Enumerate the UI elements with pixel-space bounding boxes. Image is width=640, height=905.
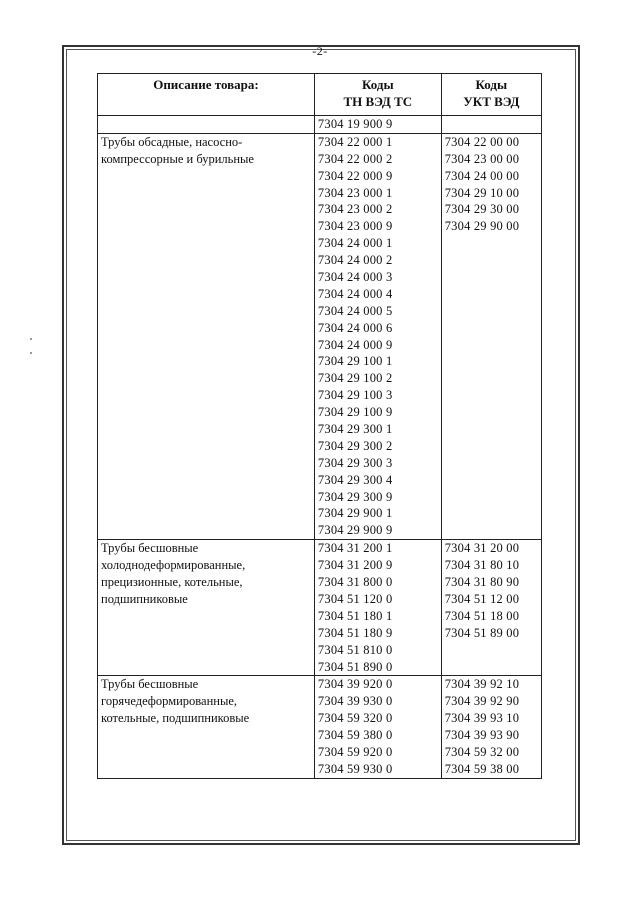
code-value: 7304 59 38 00: [444, 761, 520, 776]
code-value: 7304 22 000 2: [317, 151, 393, 166]
code-value: 7304 39 92 90: [444, 694, 520, 709]
code-value: 7304 29 100 3: [317, 388, 393, 403]
code-value: 7304 51 89 00: [444, 625, 520, 640]
code-value: 7304 51 810 0: [317, 642, 393, 657]
page-number: -2-: [312, 44, 328, 58]
code-value: 7304 59 380 0: [317, 728, 393, 743]
code-value: 7304 39 93 90: [444, 728, 520, 743]
description-line: холоднодеформированные,: [101, 558, 246, 573]
code-value: 7304 39 92 10: [444, 677, 520, 692]
header-description: Описание товара:: [98, 74, 315, 116]
code-value: 7304 24 000 9: [317, 337, 393, 352]
code-value: 7304 51 18 00: [444, 608, 520, 623]
description-line: Трубы бесшовные: [101, 541, 199, 556]
code-value: 7304 51 120 0: [317, 591, 393, 606]
code-value: 7304 29 100 2: [317, 371, 393, 386]
scan-speck: [30, 352, 32, 354]
code-value: 7304 24 00 00: [444, 168, 520, 183]
code-value: 7304 19 900 9: [317, 117, 393, 131]
code-value: 7304 29 300 1: [317, 422, 393, 437]
code-value: 7304 24 000 3: [317, 270, 393, 285]
code-value: 7304 24 000 1: [317, 236, 393, 251]
code-value: 7304 22 00 00: [444, 134, 520, 149]
code-value: 7304 23 000 9: [317, 219, 393, 234]
code-value: 7304 29 900 1: [317, 506, 393, 521]
code-value: 7304 29 30 00: [444, 202, 520, 217]
code-value: 7304 39 93 10: [444, 711, 520, 726]
code-value: 7304 31 800 0: [317, 575, 393, 590]
code-value: 7304 24 000 4: [317, 286, 393, 301]
description-line: подшипниковые: [101, 591, 188, 606]
table-header-row: [98, 74, 542, 116]
code-value: 7304 23 00 00: [444, 151, 520, 166]
code-value: 7304 31 80 10: [444, 558, 520, 573]
description-line: Трубы бесшовные: [101, 677, 199, 692]
header-tn-ved: Коды ТН ВЭД ТС: [314, 74, 441, 116]
description-line: горячедеформированные,: [101, 694, 238, 709]
description-line: компрессорные и бурильные: [101, 151, 254, 166]
code-value: 7304 59 920 0: [317, 744, 393, 759]
tn-ved-code-cell: [314, 133, 441, 539]
table-row: [98, 133, 542, 539]
code-value: 7304 22 000 1: [317, 134, 393, 149]
code-value: 7304 31 200 1: [317, 541, 393, 556]
description-cell: [98, 116, 315, 134]
table-row: [98, 676, 542, 778]
code-value: 7304 31 80 90: [444, 575, 520, 590]
code-value: 7304 51 180 9: [317, 625, 393, 640]
code-value: 7304 39 930 0: [317, 694, 393, 709]
ukt-ved-code-cell: [441, 133, 541, 539]
description-line: котельные, подшипниковые: [101, 711, 250, 726]
tn-ved-code-cell: [314, 540, 441, 676]
description-cell: [98, 133, 315, 539]
header-ukt-ved: Коды УКТ ВЭД: [441, 74, 541, 116]
code-value: 7304 29 90 00: [444, 219, 520, 234]
code-value: 7304 23 000 1: [317, 185, 393, 200]
code-value: 7304 59 320 0: [317, 711, 393, 726]
code-value: 7304 22 000 9: [317, 168, 393, 183]
code-value: 7304 23 000 2: [317, 202, 393, 217]
description-line: Трубы обсадные, насосно-: [101, 134, 243, 149]
codes-table: [97, 73, 542, 779]
code-value: 7304 29 300 3: [317, 455, 393, 470]
description-line: прецизионные, котельные,: [101, 575, 243, 590]
code-value: 7304 51 890 0: [317, 659, 393, 674]
description-cell: [98, 540, 315, 676]
ukt-ved-code-cell: [441, 116, 541, 134]
table-row: [98, 116, 542, 134]
code-value: 7304 24 000 2: [317, 253, 393, 268]
code-value: 7304 39 920 0: [317, 677, 393, 692]
code-value: 7304 29 100 1: [317, 354, 393, 369]
code-value: 7304 59 32 00: [444, 744, 520, 759]
scan-speck: [30, 338, 32, 340]
code-value: 7304 51 180 1: [317, 608, 393, 623]
code-value: 7304 29 100 9: [317, 405, 393, 420]
code-value: 7304 29 900 9: [317, 523, 393, 538]
code-value: 7304 24 000 5: [317, 303, 393, 318]
code-value: 7304 29 300 9: [317, 489, 393, 504]
code-value: 7304 29 300 4: [317, 472, 393, 487]
table-body: [98, 116, 542, 779]
ukt-ved-code-cell: [441, 676, 541, 778]
code-value: 7304 29 10 00: [444, 185, 520, 200]
description-cell: [98, 676, 315, 778]
tn-ved-code-cell: [314, 116, 441, 134]
table-row: [98, 540, 542, 676]
tn-ved-code-cell: [314, 676, 441, 778]
code-value: 7304 51 12 00: [444, 591, 520, 606]
code-value: 7304 24 000 6: [317, 320, 393, 335]
ukt-ved-code-cell: [441, 540, 541, 676]
code-value: 7304 59 930 0: [317, 761, 393, 776]
code-value: 7304 29 300 2: [317, 438, 393, 453]
code-value: 7304 31 200 9: [317, 558, 393, 573]
code-value: 7304 31 20 00: [444, 541, 520, 556]
